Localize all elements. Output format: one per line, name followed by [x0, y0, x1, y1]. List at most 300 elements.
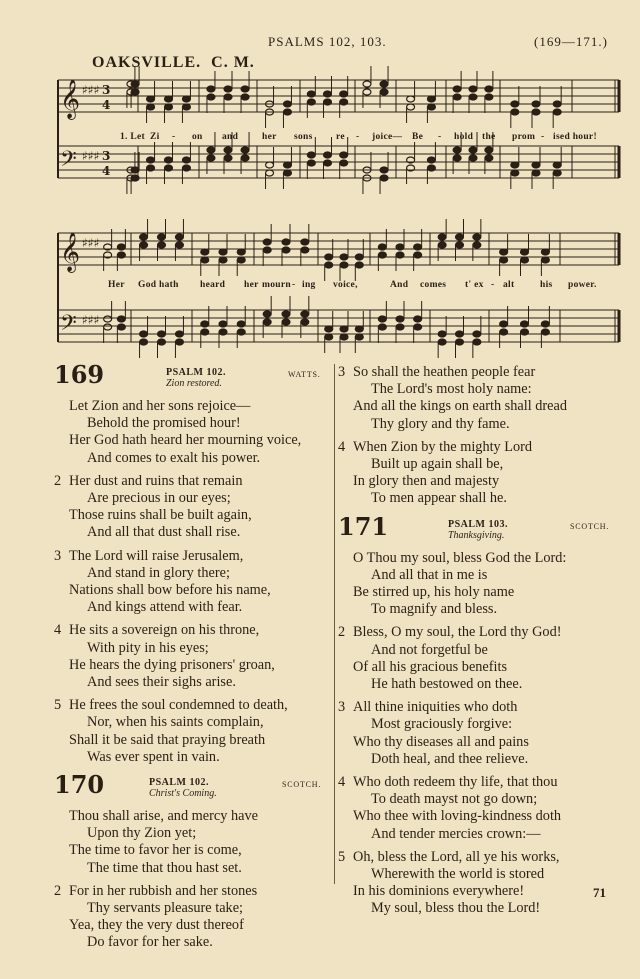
note-head [414, 316, 422, 322]
note-head [453, 155, 461, 161]
column-divider [334, 364, 335, 884]
note-head [301, 311, 309, 317]
note-head [325, 262, 333, 268]
note-head [301, 247, 309, 253]
verse-text: And sees their sighs arise. [87, 674, 236, 691]
note-head [553, 162, 561, 168]
note-head [521, 257, 529, 263]
note-head [201, 257, 209, 263]
note-head [165, 104, 173, 110]
lyric-syllable: power. [568, 280, 597, 290]
stanza-number: 2 [338, 624, 346, 641]
verse-text: Thy servants pleasure take; [87, 900, 244, 917]
note-head [219, 257, 227, 263]
note-head [224, 147, 232, 153]
verse-text: And all that dust shall rise. [87, 524, 241, 541]
verse-text: With pity in his eyes; [87, 639, 209, 656]
note-head [325, 326, 333, 332]
note-head [363, 89, 371, 95]
note-head [283, 170, 291, 176]
note-head [380, 175, 388, 181]
note-head [282, 311, 290, 317]
note-head [340, 262, 348, 268]
note-head [263, 319, 271, 325]
verse-text: Who thy diseases all and pains [353, 733, 529, 750]
verse-text: Are precious in our eyes; [87, 490, 231, 507]
note-head [521, 321, 529, 327]
verse-line [338, 456, 618, 473]
hymn-range: (169—171.) [534, 34, 608, 49]
verse-text: Upon thy Zion yet; [87, 825, 197, 842]
verse-line [338, 584, 618, 601]
note-head [241, 94, 249, 100]
note-head [140, 339, 148, 345]
note-head [224, 155, 232, 161]
psalm-author: SCOTCH. [282, 780, 322, 790]
note-head [521, 329, 529, 335]
note-head [201, 329, 209, 335]
note-head [131, 89, 139, 95]
note-head [378, 244, 386, 250]
key-signature-icon: ♯♯♯ [82, 313, 100, 327]
note-head [380, 81, 388, 87]
note-head [340, 160, 348, 166]
note-head [438, 242, 446, 248]
verse-text: The time to favor her is come, [69, 842, 242, 859]
note-head [485, 86, 493, 92]
verse-text: Shall it be said that praying breath [69, 731, 266, 748]
verse-line [338, 473, 618, 490]
verse-line [338, 808, 618, 825]
verse-text: Doth heal, and thee relieve. [371, 750, 529, 767]
note-head [104, 316, 112, 322]
note-head [263, 239, 271, 245]
lyric-syllable: and [222, 132, 239, 142]
note-head [553, 170, 561, 176]
verse-line [54, 657, 334, 674]
stanza-number: 4 [54, 622, 62, 639]
verse-line [338, 791, 618, 808]
key-signature-icon: ♯♯♯ [82, 236, 100, 250]
note-head [158, 339, 166, 345]
note-head [378, 252, 386, 258]
note-head [131, 81, 139, 87]
verse-text: To magnify and bless. [371, 601, 498, 618]
note-head [283, 101, 291, 107]
note-head [140, 331, 148, 337]
note-head [355, 326, 363, 332]
lyric-syllable: - [438, 132, 442, 142]
lyric-syllable: 1. Let [120, 132, 146, 142]
verse-text: To men appear shall he. [371, 490, 507, 507]
note-head [532, 109, 540, 115]
note-head [453, 94, 461, 100]
verse-line [338, 642, 618, 659]
lyric-syllable: - [541, 132, 545, 142]
lyric-syllable: the [482, 132, 496, 142]
note-head [224, 94, 232, 100]
lyric-syllable: her [244, 280, 259, 290]
verse-text: My soul, bless thou the Lord! [371, 900, 541, 917]
verse-text: Thy glory and thy fame. [371, 415, 510, 432]
note-head [237, 249, 245, 255]
verse-text: Yea, they the very dust thereof [69, 917, 244, 934]
key-signature-icon: ♯♯♯ [82, 83, 100, 97]
verse-line [338, 624, 618, 641]
verse-line [338, 439, 618, 456]
note-head [165, 157, 173, 163]
note-head [456, 242, 464, 248]
note-head [282, 239, 290, 245]
verse-line [54, 490, 334, 507]
note-head [219, 321, 227, 327]
lyric-syllable: - [491, 280, 495, 290]
verse-text: For in her rubbish and her stones [69, 882, 258, 899]
note-head [283, 162, 291, 168]
psalm-170-continued [338, 364, 618, 508]
note-head [325, 334, 333, 340]
lyric-syllable: ing [302, 280, 316, 290]
note-head [237, 321, 245, 327]
lyric-syllable: his [540, 280, 553, 290]
lyric-syllable: Zi [150, 132, 160, 142]
verse-line [338, 866, 618, 883]
verse-line [338, 900, 618, 917]
note-head [175, 331, 183, 337]
note-head [140, 242, 148, 248]
note-head [380, 167, 388, 173]
note-head [427, 165, 435, 171]
verse-text: He frees the soul condemned to death, [69, 697, 288, 714]
note-head [165, 165, 173, 171]
verse-text: O Thou my soul, bless God the Lord: [353, 549, 567, 566]
note-head [532, 162, 540, 168]
note-head [340, 99, 348, 105]
note-head [355, 254, 363, 260]
note-head [147, 165, 155, 171]
note-head [207, 147, 215, 153]
note-head [158, 242, 166, 248]
note-head [175, 234, 183, 240]
note-head [340, 334, 348, 340]
lyric-syllable: hold [454, 132, 474, 142]
verse-text: The Lord's most holy name: [371, 381, 532, 398]
verse-line [54, 507, 334, 524]
note-head [456, 331, 464, 337]
verse-line [54, 749, 334, 766]
note-head [266, 170, 274, 176]
note-head [414, 252, 422, 258]
lyric-syllable: ised hour! [553, 132, 597, 142]
verse-text: Let Zion and her sons rejoice— [69, 398, 251, 414]
note-head [427, 96, 435, 102]
verse-text: To death mayst not go down; [371, 791, 538, 808]
psalm-171-text [338, 550, 618, 918]
verse-line [338, 550, 618, 567]
note-head [378, 316, 386, 322]
verse-text: And all that in me is [371, 566, 488, 583]
verse-text: Nations shall bow before his name, [69, 582, 271, 599]
verse-line [54, 883, 334, 900]
note-head [469, 147, 477, 153]
note-head [201, 321, 209, 327]
verse-text: And comes to exalt his power. [87, 449, 261, 466]
tune-name: OAKSVILLE. [92, 54, 202, 71]
left-column [54, 360, 334, 952]
verse-text: And all the kings on earth shall dread [353, 398, 567, 415]
note-head [158, 331, 166, 337]
note-head [378, 324, 386, 330]
verse-text: And tender mercies crown:— [371, 825, 541, 842]
verse-text: And kings attend with fear. [87, 599, 243, 616]
note-head [485, 155, 493, 161]
note-head [147, 104, 155, 110]
verse-text: Oh, bless the Lord, all ye his works, [353, 848, 560, 865]
verse-line [54, 714, 334, 731]
verse-text: Nor, when his saints complain, [87, 714, 264, 731]
verse-text: The Lord will raise Jerusalem, [69, 547, 244, 564]
verse-line [338, 849, 618, 866]
note-head [473, 242, 481, 248]
stanza-number: 3 [338, 364, 346, 380]
hymn-number-171: 171 [338, 511, 389, 541]
verse-line [54, 473, 334, 490]
lyric-syllable: voice, [333, 280, 358, 290]
note-head [165, 96, 173, 102]
note-head [104, 324, 112, 330]
psalm-subtitle: Thanksgiving. [448, 529, 505, 541]
note-head [340, 91, 348, 97]
stanza-number: 3 [338, 699, 346, 716]
verse-text: All thine iniquities who doth [353, 699, 518, 716]
note-head [207, 94, 215, 100]
note-head [307, 99, 315, 105]
note-head [511, 162, 519, 168]
lyric-syllable: comes [420, 280, 447, 290]
note-head [485, 94, 493, 100]
lyric-syllable: heard [200, 280, 226, 290]
note-head [553, 101, 561, 107]
note-head [407, 96, 415, 102]
psalm-title: PSALM 103. [448, 518, 508, 530]
note-head [282, 319, 290, 325]
note-head [325, 254, 333, 260]
note-head [263, 247, 271, 253]
note-head [283, 109, 291, 115]
note-head [541, 321, 549, 327]
note-head [266, 162, 274, 168]
verse-line [54, 808, 334, 825]
verse-line [338, 751, 618, 768]
verse-line [54, 432, 334, 449]
page-number: 71 [593, 885, 606, 900]
verse-line [338, 416, 618, 433]
note-head [340, 326, 348, 332]
verse-line [54, 697, 334, 714]
note-head [511, 109, 519, 115]
psalm-author: WATTS. [288, 370, 321, 379]
lyric-syllable: mourn [262, 280, 291, 290]
verse-text: Do favor for her sake. [87, 934, 213, 951]
note-head [324, 91, 332, 97]
verse-line [54, 599, 334, 616]
note-head [307, 160, 315, 166]
note-head [131, 175, 139, 181]
note-head [469, 86, 477, 92]
verse-line [338, 398, 618, 415]
note-head [175, 339, 183, 345]
lyric-syllable: t' ex [465, 280, 484, 290]
note-head [355, 262, 363, 268]
note-head [301, 239, 309, 245]
note-head [532, 101, 540, 107]
note-head [237, 329, 245, 335]
psalm-170-text [54, 808, 334, 952]
bass-clef-icon: 𝄢 [60, 147, 77, 177]
verse-line [338, 734, 618, 751]
verse-line [54, 860, 334, 877]
verse-line [338, 676, 618, 693]
verse-text: Who thee with loving-kindness doth [353, 808, 562, 825]
stanza-number: 4 [338, 774, 346, 791]
note-head [380, 89, 388, 95]
psalm-subtitle: Christ's Coming. [149, 788, 217, 800]
verse-line [54, 450, 334, 467]
verse-line [338, 601, 618, 618]
verse-text: In glory then and majesty [353, 473, 500, 490]
verse-line [338, 490, 618, 507]
note-head [219, 329, 227, 335]
note-head [438, 331, 446, 337]
note-head [355, 334, 363, 340]
time-signature-top: 3 [102, 83, 111, 97]
lyric-syllable: sons [294, 132, 313, 142]
verse-line [338, 567, 618, 584]
verse-text: When Zion by the mighty Lord [353, 438, 533, 455]
note-head [324, 152, 332, 158]
treble-clef-icon: 𝄞 [60, 79, 81, 119]
note-head [241, 86, 249, 92]
lyric-syllable: on [192, 132, 203, 142]
note-head [219, 249, 227, 255]
note-head [201, 249, 209, 255]
verse-line [338, 364, 618, 381]
note-head [438, 234, 446, 240]
verse-text: So shall the heathen people fear [353, 364, 536, 380]
stanza-number: 5 [54, 697, 62, 714]
note-head [485, 147, 493, 153]
note-head [147, 157, 155, 163]
verse-text: Those ruins shall be built again, [69, 507, 252, 524]
note-head [324, 160, 332, 166]
verse-line [54, 565, 334, 582]
verse-line [338, 826, 618, 843]
verse-line [54, 674, 334, 691]
note-head [473, 339, 481, 345]
music-score [0, 0, 640, 360]
psalm-author: SCOTCH. [570, 521, 610, 531]
psalm-169-heading [54, 360, 334, 398]
note-head [207, 155, 215, 161]
stanza-number: 4 [338, 438, 346, 455]
note-head [307, 91, 315, 97]
lyric-syllable: - [292, 280, 296, 290]
key-signature-icon: ♯♯♯ [82, 149, 100, 163]
verse-line [54, 842, 334, 859]
note-head [175, 242, 183, 248]
note-head [237, 257, 245, 263]
note-head [182, 104, 190, 110]
note-head [117, 244, 125, 250]
time-signature-bottom: 4 [102, 164, 111, 178]
verse-text: Her dust and ruins that remain [69, 472, 243, 489]
note-head [396, 324, 404, 330]
note-head [263, 311, 271, 317]
note-head [500, 329, 508, 335]
note-head [241, 155, 249, 161]
note-head [438, 339, 446, 345]
hymn-number-169: 169 [54, 360, 105, 389]
verse-line [54, 582, 334, 599]
note-head [453, 147, 461, 153]
verse-line [338, 699, 618, 716]
psalm-171-heading [338, 511, 618, 550]
note-head [456, 339, 464, 345]
note-head [207, 86, 215, 92]
note-head [500, 257, 508, 263]
verse-line [54, 934, 334, 951]
note-head [158, 234, 166, 240]
verse-line [338, 883, 618, 900]
hymn-number-170: 170 [54, 770, 105, 800]
note-head [307, 152, 315, 158]
note-head [131, 167, 139, 173]
note-head [140, 234, 148, 240]
note-head [182, 157, 190, 163]
verse-line [54, 917, 334, 934]
verse-line [338, 774, 618, 791]
verse-line [54, 825, 334, 842]
time-signature-bottom: 4 [102, 98, 111, 112]
note-head [473, 331, 481, 337]
lyric-syllable: And [390, 280, 409, 290]
note-head [541, 257, 549, 263]
lyric-syllable: - [356, 132, 360, 142]
note-head [340, 152, 348, 158]
verse-text: The time that thou hast set. [87, 859, 242, 876]
note-head [396, 244, 404, 250]
verse-text: Was ever spent in vain. [87, 748, 220, 765]
stanza-number: 5 [338, 848, 346, 865]
verse-text: Her God hath heard her mourning voice, [69, 432, 302, 449]
note-head [396, 316, 404, 322]
verse-text: Thou shall arise, and mercy have [69, 808, 258, 825]
verse-text: And stand in glory there; [87, 564, 230, 581]
note-head [469, 155, 477, 161]
verse-line [54, 548, 334, 565]
lyric-syllable: - [172, 132, 176, 142]
note-head [521, 249, 529, 255]
note-head [324, 99, 332, 105]
lyric-syllable: Her [108, 280, 125, 290]
stanza-number: 2 [54, 882, 62, 899]
note-head [541, 249, 549, 255]
note-head [511, 101, 519, 107]
verse-text: Built up again shall be, [371, 456, 504, 473]
note-head [414, 324, 422, 330]
verse-text: In his dominions everywhere! [353, 883, 525, 900]
verse-text: He hears the dying prisoners' groan, [69, 656, 275, 673]
